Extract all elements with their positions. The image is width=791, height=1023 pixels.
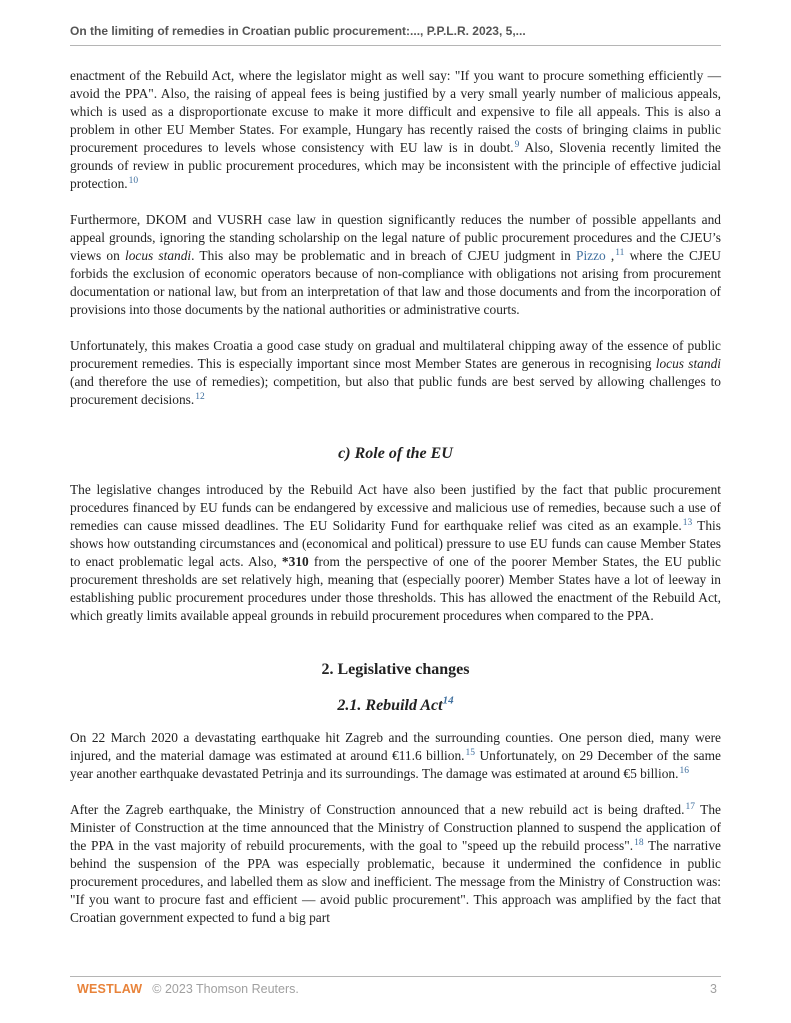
- italic-term: locus standi: [124, 248, 192, 263]
- paragraph-text: . This also may be problematic and in breach of CJEU judgment in: [191, 248, 576, 263]
- paragraph-fees: [70, 67, 721, 193]
- footnote-ref-10[interactable]: 10: [128, 175, 139, 186]
- paragraph-text: The Minister of Construction at the time announced that the Ministry of Construction planned to suspend the application of the PPA in the vast majority of rebuild procurements, with the goal to "speed up the rebuild process".: [70, 802, 721, 853]
- copyright-text: © 2023 Thomson Reuters.: [152, 982, 299, 996]
- paragraph-text: After the Zagreb earthquake, the Ministry of Construction announced that a new rebuild act is being drafted.: [70, 802, 685, 817]
- running-header: [70, 24, 721, 46]
- pizzo-case-link[interactable]: Pizzo: [576, 248, 606, 263]
- footnote-ref-15[interactable]: 15: [465, 747, 475, 758]
- westlaw-logo: WESTLAW: [77, 982, 143, 996]
- heading-rebuild-act: [70, 694, 721, 715]
- footnote-ref-16[interactable]: 16: [679, 765, 689, 776]
- paragraph-text: where the CJEU forbids the exclusion of economic operators because of non-compliance with obligations not arising from procurement documentation or national law, but from an interpretation of that law and those documents and from the incorporation of provisions into those documents by the national authorities or administrative courts.: [70, 248, 721, 317]
- paragraph-ministry: [70, 801, 721, 927]
- paragraph-text: Also, Slovenia recently limited the grounds of review in public procurement procedures, which may be inconsistent with the principle of effective judicial protection.: [70, 140, 722, 191]
- page-footer: [70, 976, 721, 996]
- footnote-ref-18[interactable]: 18: [634, 837, 644, 848]
- heading-legislative-changes: 2. Legislative changes: [321, 661, 470, 678]
- footnote-ref-13[interactable]: 13: [682, 517, 693, 528]
- paragraph-text: This shows how outstanding circumstances and (economical and political) pressure to use EU funds can cause Member States to enact problematic legal acts. Also,: [70, 518, 721, 569]
- paragraph-croatia-case-study: [70, 337, 721, 409]
- footnote-ref-12[interactable]: 12: [195, 391, 205, 402]
- paragraph-text: from the perspective of one of the poorer Member States, the EU public procurement thresholds are set relatively high, meaning that (especially poorer) Member States have a lot of leeway in establishing public procurement procedures under those thresholds. This has allowed the enactment of the Rebuild Act, which greatly limits available appeal grounds in rebuild procurement procedures when compared to the PPA.: [70, 554, 721, 623]
- document-body: [70, 67, 721, 927]
- heading-role-of-eu: c) Role of the EU: [338, 445, 453, 462]
- footnote-ref-17[interactable]: 17: [685, 801, 695, 812]
- paragraph-case-law: [70, 211, 721, 319]
- footnote-ref-9[interactable]: 9: [514, 139, 520, 150]
- paragraph-text: The narrative behind the suspension of the PPA was especially problematic, because it undermined the confidence in public procurement procedures, and labelled them as slow and inefficient. The message from the Ministry of Construction was: "If you want to procure fast and efficient — avoid public procurement". This approach was amplified by the fact that Croatian government expected to fund a big part: [70, 838, 721, 925]
- paragraph-text: On 22 March 2020 a devastating earthquake hit Zagreb and the surrounding counties. One person died, many were injured, and the material damage was estimated at around €11.6 billion.: [70, 730, 721, 763]
- paragraph-text: The legislative changes introduced by the Rebuild Act have also been justified by the fact that public procurement procedures financed by EU funds can be endangered by excessive and malicious use of remedies, because such a use of remedies can cause missed deadlines. The EU Solidarity Fund for earthquake relief was cited as an example.: [70, 482, 721, 533]
- italic-term: locus standi: [655, 356, 721, 371]
- paragraph-text: Furthermore, DKOM and VUSRH case law in question significantly reduces the number of possible appellants and appeal grounds, ignoring the standing scholarship on the legal nature of public procurement procedures and the CJEU’s views on: [70, 212, 721, 263]
- footnote-ref-14[interactable]: 14: [442, 694, 454, 707]
- heading-text: 2.1. Rebuild Act: [337, 697, 443, 714]
- paragraph-earthquakes: [70, 729, 721, 783]
- paragraph-text: ,: [605, 248, 615, 263]
- paragraph-eu-role: [70, 481, 721, 625]
- paragraph-text: enactment of the Rebuild Act, where the legislator might as well say: "If you want to procure something efficiently — avoid the PPA". Also, the raising of appeal fees is being justified by a very small yearly number of malicious appeals, which is used as a disproportionate excuse to make it more difficult and expensive to file all appeals. This is also a problem in other EU Member States. For example, Hungary has recently raised the costs of bringing claims in public procurement procedures to levels whose consistency with EU law is in doubt.: [70, 68, 721, 155]
- paragraph-text: Unfortunately, on 29 December of the same year another earthquake devastated Petrinja and its surroundings. The damage was estimated at around €5 billion.: [70, 748, 721, 781]
- star-page-marker: *310: [281, 554, 309, 569]
- footnote-ref-11[interactable]: 11: [615, 247, 625, 258]
- document-title: On the limiting of remedies in Croatian public procurement:..., P.P.L.R. 2023, 5,...: [70, 24, 526, 38]
- paragraph-text: Unfortunately, this makes Croatia a good case study on gradual and multilateral chipping away of the essence of public procurement remedies. This is especially important since most Member States are generous in recognising: [70, 338, 721, 371]
- page-number: 3: [710, 982, 717, 996]
- paragraph-text: (and therefore the use of remedies); competition, but also that public funds are best served by allowing challenges to procurement decisions.: [70, 374, 721, 407]
